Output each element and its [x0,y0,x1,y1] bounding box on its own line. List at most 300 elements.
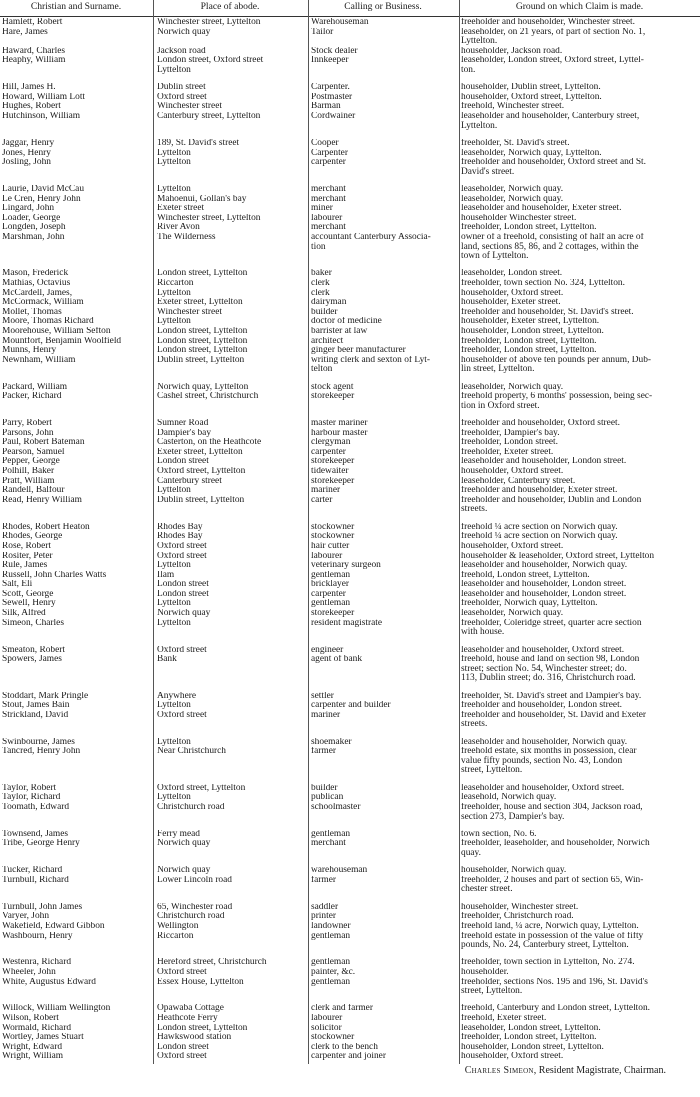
entry-name: Pepper, George [2,457,60,467]
table-row [0,839,700,866]
table-row [0,269,700,279]
entry-name: Silk, Alfred [2,609,46,619]
signature-title: , Resident Magistrate, Chairman. [533,1065,666,1076]
entry-abode: Oxford street, Lyttelton [157,467,246,477]
entry-ground: householder, Norwich quay. [461,866,567,876]
entry-calling: gentleman [311,977,351,987]
table-row [0,1014,700,1024]
entry-name: Taylor, Robert [2,783,57,793]
entry-name: Wheeler, John [2,967,56,977]
entry-abode: Exeter street, Lyttelton [157,298,243,308]
entry-abode: 65, Winchester road [157,902,233,912]
entry-calling: agent of bank [311,655,363,665]
entry-name: Wilson, Robert [2,1014,59,1024]
entry-abode: Oxford street [157,967,207,977]
table-row [0,1024,700,1034]
entry-calling: carpenter and builder [311,701,391,711]
entry-abode: London street [157,457,209,467]
entry-abode: Hawkswood station [157,1033,232,1043]
table-row [0,419,700,429]
entry-calling: Postmaster [311,92,353,102]
entry-name: Rositer, Peter [2,551,53,561]
table-row [0,496,700,523]
entry-name: Hutchinson, William [2,112,81,122]
entry-ground: leaseholder and householder, Canterbury street, Lyttelton. [461,112,640,131]
entry-ground: freeholder and householder, St. David and Exeter streets. [461,710,646,730]
entry-name: Varyer, John [2,912,50,922]
entry-ground: householder, Oxford street, Lyttelton. [461,92,602,102]
entry-ground: householder & leaseholder, Oxford street, Lyttelton [461,551,655,561]
entry-ground: leaseholder, London street. [461,269,563,279]
entry-ground: leaseholder, Norwich quay. [461,194,564,204]
entry-ground: freeholder, leaseholder, and householder, Norwich quay. [461,839,650,858]
table-row [0,18,700,28]
entry-calling: schoolmaster [311,802,361,812]
entry-abode: Riccarton [157,279,194,288]
entry-abode: Winchester street [157,102,222,112]
table-row [0,233,700,269]
entry-name: Washbourn, Henry [2,931,73,941]
entry-calling: barrister at law [311,326,368,336]
entry-abode: Anywhere [157,691,197,701]
entry-ground: freeholder, sections Nos. 195 and 196, St. David's street, Lyttelton. [461,977,648,997]
entry-ground: freeholder, London street, Lyttelton. [461,223,597,233]
entry-abode: London street [157,589,209,599]
entry-name: Mathias, Octavius [2,279,71,288]
entry-ground: leaseholder, on 21 years, of part of section No. 1, Lyttelton. [461,27,646,47]
table-row [0,542,700,552]
entry-name: Hamlett, Robert [2,18,63,27]
entry-ground: householder, London street, Lyttelton. [461,1042,604,1052]
entry-calling: master mariner [311,419,368,429]
entry-name: Pratt, William [2,476,55,486]
entry-name: Pearson, Samuel [2,447,65,457]
entry-ground: freeholder, town section in Lyttelton, No. 274. [461,958,635,968]
table-row [0,958,700,968]
table-row [0,830,700,840]
entry-calling: bricklayer [311,580,349,590]
table-row [0,298,700,308]
entry-name: Westenra, Richard [2,958,72,968]
entry-ground: owner of a freehold, consisting of half an acre of land, sections 85, 86, and 2 cottages, within the town of Lyttelton. [461,232,644,262]
entry-ground: town section, No. 6. [461,829,537,839]
entry-abode: Oxford street [157,1052,207,1062]
entry-ground: freeholder and householder, Winchester street. [461,18,636,27]
entry-name: Scott, George [2,589,54,599]
entry-calling: gentleman [311,958,351,968]
entry-calling: saddler [311,902,339,912]
entry-ground: householder, Oxford street. [461,1052,564,1062]
entry-name: Lingard, John [2,204,55,214]
entry-ground: freeholder and householder, Exeter street. [461,486,618,496]
entry-ground: freeholder and householder, London street. [461,701,623,711]
register-table-body [0,18,700,1062]
entry-abode: Lower Lincoln road [157,875,232,885]
entry-calling: carpenter [311,447,346,457]
entry-name: Tancred, Henry John [2,747,81,757]
entry-name: Jones, Henry [2,148,51,158]
entry-name: White, Augustus Edward [2,977,96,987]
entry-name: Salt, Eli [2,580,33,590]
entry-calling: gentleman [311,829,351,839]
entry-name: Josling, John [2,158,51,168]
entry-calling: carpenter [311,158,346,168]
entry-calling: carpenter [311,589,346,599]
entry-calling: Cordwainer [311,112,356,122]
header-abode: Place of abode. [200,1,260,12]
table-row [0,392,700,419]
entry-calling: gentleman [311,931,351,941]
entry-calling: solicitor [311,1023,342,1033]
entry-ground: freehold estate, six months in possession, clear value fifty pounds, section No. 43, London street, Lyttelton. [461,747,637,776]
table-row [0,803,700,830]
entry-name: McCardell, James, [2,288,73,298]
entry-calling: storekeeper [311,457,355,467]
table-row [0,317,700,327]
entry-ground: householder. [461,967,509,977]
entry-ground: leaseholder and householder, Norwich quay. [461,737,628,747]
entry-abode: London street, Lyttelton [157,336,248,346]
entry-calling: farmer [311,875,336,885]
entry-abode: Norwich quay [157,839,211,849]
entry-ground: leaseholder, Norwich quay, Lyttelton. [461,148,602,158]
entry-name: Randell, Balfour [2,486,65,496]
entry-abode: Cashel street, Christchurch [157,392,259,402]
entry-calling: ginger beer manufacturer [311,346,406,356]
entry-abode: Canterbury street [157,476,222,486]
entry-calling: clergyman [311,438,351,448]
entry-name: Stout, James Bain [2,701,70,711]
entry-name: Hill, James H. [2,83,56,93]
entry-name: Wortley, James Stuart [2,1033,84,1043]
entry-name: Jaggar, Henry [2,138,55,148]
table-row [0,793,700,803]
entry-ground: freeholder, house and section 304, Jackson road, section 273, Dampier's bay. [461,802,643,822]
entry-ground: freeholder and householder, St. David's street. [461,307,634,317]
entry-name: Munns, Henry [2,346,57,356]
entry-abode: Wellington [157,921,199,931]
entry-abode: Dampier's bay [157,428,212,438]
table-row [0,214,700,224]
entry-name: Polhill, Baker [2,467,55,477]
entry-abode: Christchurch road [157,802,225,812]
entry-ground: householder, Oxford street. [461,288,564,298]
table-row [0,383,700,393]
entry-abode: Lyttelton [157,737,191,747]
header-rule [0,16,700,17]
entry-abode: Oxford street [157,645,207,655]
entry-abode: Norwich quay [157,609,211,619]
table-row [0,552,700,562]
table-row [0,701,700,711]
table-row [0,561,700,571]
entry-calling: merchant [311,223,346,233]
entry-ground: householder of above ten pounds per annum, Dub- lin street, Lyttelton. [461,355,652,375]
entry-name: Smeaton, Robert [2,645,66,655]
entry-name: Rose, Robert [2,541,51,551]
table-row [0,580,700,590]
table-row [0,56,700,83]
table-row [0,876,700,903]
entry-calling: Warehouseman [311,18,369,27]
entry-ground: householder, Jackson road. [461,46,563,56]
entry-name: Swinbourne, James [2,737,75,747]
table-row [0,47,700,57]
entry-abode: Lyttelton [157,599,191,609]
entry-name: Rhodes, Robert Heaton [2,522,90,532]
entry-abode: Casterton, on the Heathcote [157,438,262,448]
table-row [0,93,700,103]
table-row [0,747,700,783]
entry-name: Mollet, Thomas [2,307,62,317]
entry-calling: clerk to the bench [311,1042,378,1052]
entry-calling: Innkeeper [311,56,349,66]
table-row [0,1033,700,1043]
table-row [0,356,700,383]
entry-calling: Carpenter [311,148,348,158]
entry-ground: freeholder, St. David's street. [461,138,570,148]
entry-abode: Mahoenui, Gollan's bay [157,194,247,204]
entry-calling: storekeeper [311,392,355,402]
entry-calling: hair cutter [311,541,350,551]
header-calling: Calling or Business. [344,1,422,12]
entry-calling: clerk [311,279,330,288]
table-row [0,655,700,691]
entry-abode: Lyttelton [157,184,191,194]
entry-abode: Near Christchurch [157,747,226,757]
entry-name: Parsons, John [2,428,54,438]
entry-calling: settler [311,691,334,701]
entry-calling: publican [311,793,344,803]
entry-calling: Cooper [311,138,339,148]
table-row [0,932,700,959]
entry-calling: merchant [311,184,346,194]
entry-abode: Lyttelton [157,158,191,168]
table-row [0,139,700,149]
table-row [0,477,700,487]
entry-abode: Heathcote Ferry [157,1014,218,1024]
table-row [0,289,700,299]
entry-ground: householder, London street, Lyttelton. [461,326,604,336]
entry-abode: Winchester street, Lyttelton [157,18,261,27]
entry-name: Spowers, James [2,655,62,665]
entry-calling: builder [311,307,338,317]
entry-name: Rhodes, George [2,532,63,542]
entry-abode: London street, Lyttelton [157,346,248,356]
entry-name: McCormack, William [2,298,84,308]
entry-name: Wright, Edward [2,1042,63,1052]
entry-calling: Barman [311,102,341,112]
entry-name: Stoddart, Mark Pringle [2,691,89,701]
entry-ground: freeholder, London street, Lyttelton. [461,336,597,346]
entry-abode: Exeter street, Lyttelton [157,447,243,457]
table-row [0,571,700,581]
entry-ground: leasehold, Norwich quay. [461,793,557,803]
entry-name: Willock, William Wellington [2,1004,111,1014]
entry-name: Moore, Thomas Richard [2,317,94,327]
table-row [0,83,700,93]
entry-ground: householder, Oxford street. [461,541,564,551]
entry-calling: stockowner [311,532,355,542]
entry-abode: Lyttelton [157,148,191,158]
table-row [0,619,700,646]
table-row [0,1004,700,1014]
entry-abode: Ferry mead [157,829,200,839]
table-row [0,204,700,214]
entry-ground: leaseholder, London street, Oxford street, Lyttel- ton. [461,56,644,75]
entry-name: Mason, Frederick [2,269,69,279]
entry-ground: freeholder, 2 houses and part of section 65, Win- chester street. [461,875,644,895]
entry-ground: freeholder and householder, Oxford street. [461,419,620,429]
entry-abode: Dublin street [157,83,206,93]
entry-abode: Lyttelton [157,701,191,711]
entry-abode: The Wilderness [157,232,216,242]
entry-ground: freeholder, Exeter street. [461,447,554,457]
entry-ground: freeholder, London street, Lyttelton. [461,1033,597,1043]
entry-name: Tribe, George Henry [2,839,80,849]
entry-calling: stockowner [311,1033,355,1043]
entry-name: Read, Henry William [2,495,82,505]
entry-calling: dairyman [311,298,347,308]
entry-abode: Oxford street, Lyttelton [157,783,246,793]
entry-calling: harbour master [311,428,368,438]
entry-ground: householder, Oxford street. [461,467,564,477]
entry-ground: leaseholder and householder, Oxford street. [461,645,625,655]
entry-ground: leaseholder, Canterbury street. [461,476,576,486]
entry-abode: 189, St. David's street [157,138,240,148]
entry-ground: freeholder, London street, Lyttelton. [461,346,597,356]
table-row [0,327,700,337]
entry-calling: tidewaiter [311,467,349,477]
entry-abode: River Avon [157,223,200,233]
entry-abode: Norwich quay [157,866,211,876]
table-row [0,438,700,448]
entry-calling: doctor of medicine [311,317,382,327]
entry-name: Parry, Robert [2,419,52,429]
entry-calling: merchant [311,839,346,849]
entry-calling: clerk [311,288,330,298]
entry-name: Wakefield, Edward Gibbon [2,921,105,931]
entry-ground: leaseholder, London street, Lyttelton. [461,1023,601,1033]
entry-calling: Tailor [311,27,334,37]
entry-abode: Oxford street [157,710,207,720]
entry-calling: miner [311,204,333,214]
header-name: Christian and Surname. [30,1,122,12]
entry-abode: London street [157,1042,209,1052]
entry-name: Wormald, Richard [2,1023,72,1033]
table-row [0,968,700,978]
entry-abode: Oxford street [157,541,207,551]
entry-calling: Carpenter. [311,83,350,93]
table-row [0,149,700,159]
entry-calling: resident magistrate [311,618,383,628]
entry-calling: engineer [311,645,344,655]
entry-ground: householder, Exeter street. [461,298,561,308]
entry-ground: leaseholder and householder, London street. [461,457,627,467]
entry-abode: Bank [157,655,177,665]
entry-calling: labourer [311,213,343,223]
entry-name: Paul, Robert Bateman [2,438,85,448]
table-row [0,599,700,609]
entry-name: Wright, William [2,1052,64,1062]
entry-abode: London street, Oxford street Lyttelton [157,56,264,75]
entry-calling: carter [311,495,333,505]
entry-ground: freeholder, Norwich quay, Lyttelton. [461,599,598,609]
entry-abode: Riccarton [157,931,194,941]
table-row [0,784,700,794]
entry-abode: Lyttelton [157,793,191,803]
table-row [0,532,700,542]
entry-name: Simeon, Charles [2,618,64,628]
entry-name: Howard, William Lott [2,92,86,102]
header-ground: Ground on which Claim is made. [515,1,644,12]
table-row [0,185,700,195]
entry-ground: leaseholder and householder, London street. [461,580,627,590]
entry-ground: freeholder, town section No. 324, Lyttelton. [461,279,625,288]
table-row [0,448,700,458]
entry-abode: Oxford street [157,551,207,561]
entry-name: Packer, Richard [2,392,62,402]
entry-ground: freehold estate in possession of the value of fifty pounds, No. 24, Canterbury street, Lyttelton. [461,931,644,951]
entry-calling: labourer [311,551,343,561]
signature-name: Charles Simeon [464,1065,534,1076]
entry-ground: freeholder and householder, Oxford street and St. David's street. [461,158,646,177]
entry-ground: leaseholder, Norwich quay. [461,184,564,194]
entry-abode: Lyttelton [157,486,191,496]
entry-abode: Norwich quay [157,27,211,37]
table-row [0,28,700,47]
entry-name: Haward, Charles [2,46,65,56]
entry-name: Moorehouse, William Sefton [2,326,111,336]
table-row [0,646,700,656]
entry-calling: mariner [311,486,341,496]
entry-abode: Opawaba Cottage [157,1004,224,1014]
entry-calling: storekeeper [311,476,355,486]
table-row [0,223,700,233]
table-row [0,486,700,496]
entry-calling: baker [311,269,332,279]
table-row [0,457,700,467]
entry-ground: leaseholder and householder, London street. [461,589,627,599]
table-row [0,1052,700,1062]
entry-name: Le Cren, Henry John [2,194,81,204]
table-row [0,912,700,922]
entry-ground: freehold, London street, Lyttelton. [461,570,590,580]
entry-calling: landowner [311,921,351,931]
entry-ground: freeholder, Dampier's bay. [461,428,560,438]
entry-ground: freehold, Winchester street. [461,102,565,112]
entry-ground: leaseholder, Norwich quay. [461,382,564,392]
entry-abode: Exeter street [157,204,205,214]
entry-calling: builder [311,783,338,793]
entry-abode: Hereford street, Christchurch [157,958,267,968]
entry-name: Heaphy, William [2,56,66,66]
entry-abode: Jackson road [157,46,206,56]
entry-ground: freehold property, 6 months' possession, being sec- tion in Oxford street. [461,392,653,411]
entry-name: Hughes, Robert [2,102,61,112]
entry-abode: London street, Lyttelton [157,269,248,279]
entry-ground: freeholder, Christchurch road. [461,912,574,922]
table-row [0,337,700,347]
signature-line [465,1065,666,1076]
table-row [0,1043,700,1053]
entry-name: Russell, John Charles Watts [2,570,107,580]
entry-ground: freehold, house and land on section 98, London street; section No. 54, Winchester street; do. 113, Dublin street; do. 316, Christchurch road. [461,655,640,684]
entry-abode: Dublin street, Lyttelton [157,495,245,505]
table-row [0,590,700,600]
entry-name: Strickland, David [2,710,69,720]
entry-ground: freehold ¼ acre section on Norwich quay. [461,522,618,532]
